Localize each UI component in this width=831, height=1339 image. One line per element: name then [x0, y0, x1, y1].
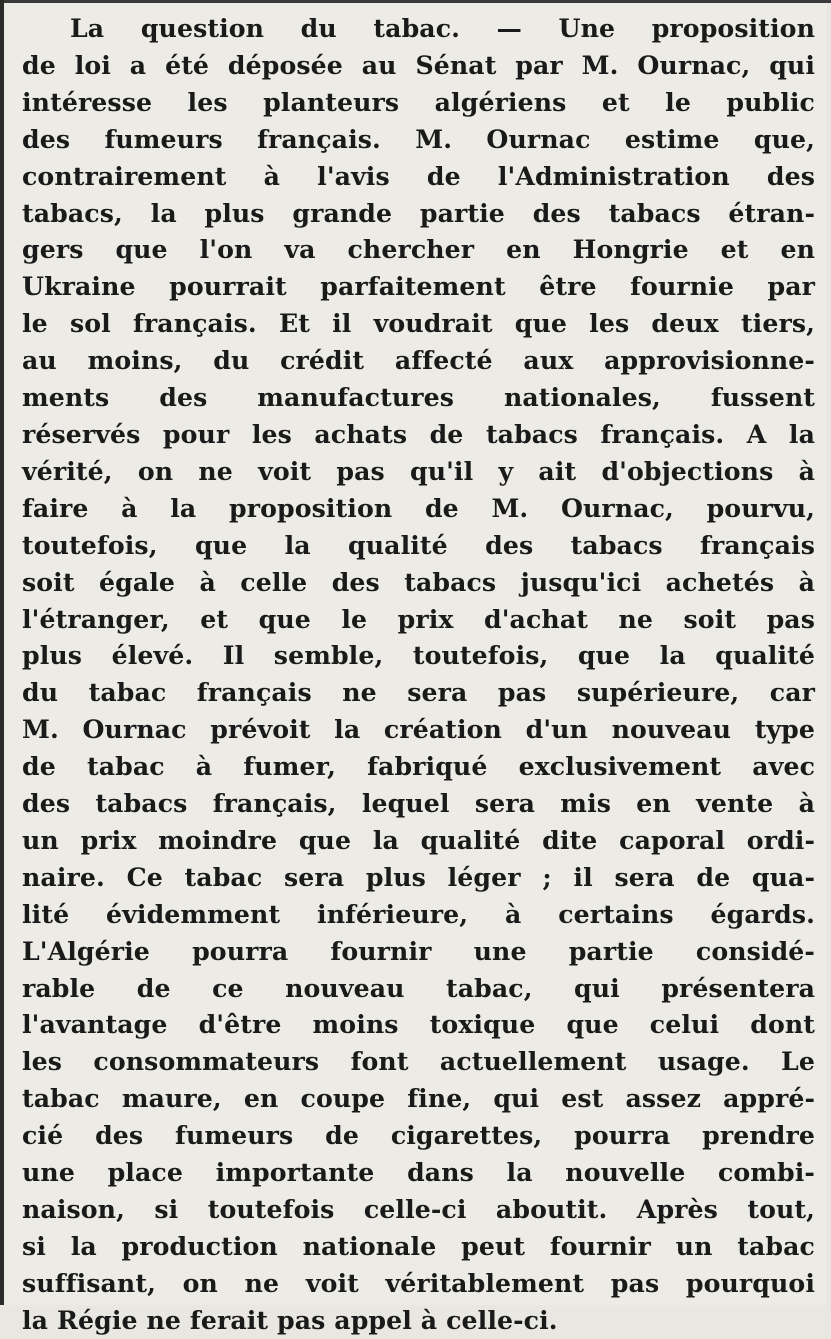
article-line: vérité, on ne voit pas qu'il y ait d'objections à [22, 455, 815, 486]
article-line: si la production nationale peut fournir un tabac [22, 1230, 815, 1261]
article-line: suffisant, on ne voit véritablement pas pourquoi [22, 1267, 815, 1298]
article-line: l'avantage d'être moins toxique que celui dont [22, 1009, 815, 1040]
article-line: naire. Ce tabac sera plus léger ; il sera de qua- [22, 861, 815, 892]
article-line: contrairement à l'avis de l'Administration des [22, 160, 815, 191]
article-line: intéresse les planteurs algériens et le public [22, 86, 815, 117]
top-rule [4, 0, 831, 3]
article-line: soit égale à celle des tabacs jusqu'ici achetés à [22, 566, 815, 597]
article-line: M. Ournac prévoit la création d'un nouveau type [22, 714, 815, 745]
article-line: l'étranger, et que le prix d'achat ne soit pas [22, 603, 815, 634]
article-line: gers que l'on va chercher en Hongrie et en [22, 234, 815, 265]
article-line: toutefois, que la qualité des tabacs français [22, 529, 815, 560]
article-line: L'Algérie pourra fournir une partie considé- [22, 935, 815, 966]
article-line: cié des fumeurs de cigarettes, pourra prendre [22, 1120, 815, 1151]
article-line: Une proposition [558, 13, 815, 43]
article-line: des fumeurs français. M. Ournac estime que, [22, 123, 815, 154]
article-line: lité évidemment inférieure, à certains égards. [22, 898, 815, 929]
article-line: de loi a été déposée au Sénat par M. Ournac, qui [22, 49, 815, 80]
article-line: un prix moindre que la qualité dite caporal ordi- [22, 824, 815, 855]
article-line: une place importante dans la nouvelle combi- [22, 1157, 815, 1188]
article-headline: La question du tabac. [70, 13, 461, 43]
article-line: Ukraine pourrait parfaitement être fournie par [22, 271, 815, 302]
article-line: naison, si toutefois celle-ci aboutit. Après tout, [22, 1194, 815, 1224]
article-line: tabacs, la plus grande partie des tabacs étran- [22, 197, 815, 228]
article-line: de tabac à fumer, fabriqué exclusivement avec [22, 751, 815, 782]
article-line: du tabac français ne sera pas supérieure, car [22, 677, 815, 708]
article-line: plus élevé. Il semble, toutefois, que la qualité [22, 640, 815, 671]
article-last-line: la Régie ne ferait pas appel à celle-ci. [22, 1304, 558, 1335]
article-line: les consommateurs font actuellement usage. Le [22, 1046, 815, 1077]
article-line: le sol français. Et il voudrait que les deux tiers, [22, 308, 815, 339]
article-line: rable de ce nouveau tabac, qui présentera [22, 972, 815, 1003]
article-line: des tabacs français, lequel sera mis en vente à [22, 788, 815, 819]
article-line: réservés pour les achats de tabacs français. A la [22, 418, 815, 449]
article-line: ments des manufactures nationales, fussent [22, 382, 815, 413]
article-line: au moins, du crédit affecté aux approvisionne- [22, 345, 815, 376]
article-line: faire à la proposition de M. Ournac, pourvu, [22, 492, 815, 523]
headline-separator: — [460, 13, 559, 43]
article-first-line [22, 10, 815, 47]
article-line: tabac maure, en coupe fine, qui est assez appré- [22, 1083, 815, 1114]
article-body [22, 10, 813, 1339]
